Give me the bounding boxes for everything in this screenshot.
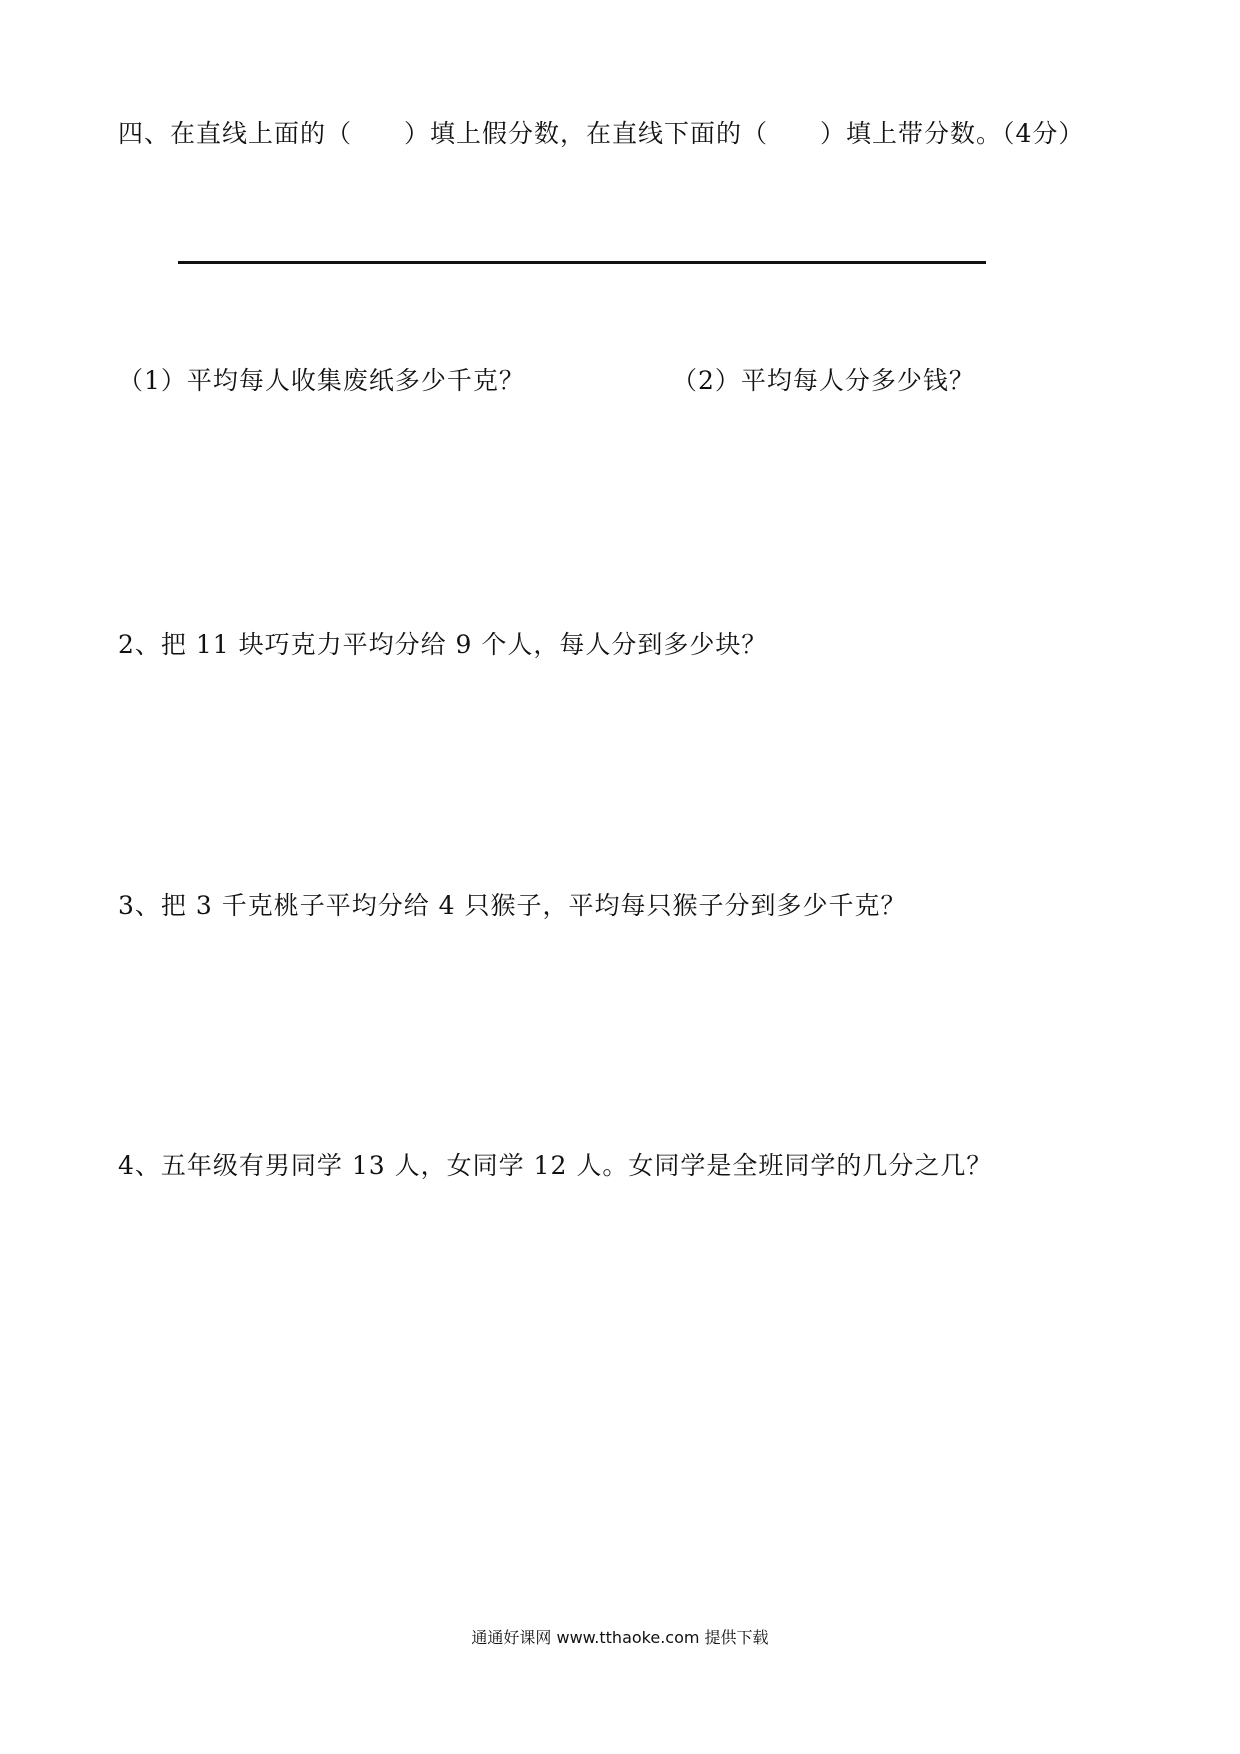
subquestion-2: （2）平均每人分多少钱？: [672, 366, 975, 395]
question-3: 3、把 3 千克桃子平均分给 4 只猴子，平均每只猴子分到多少千克？: [118, 891, 907, 920]
question-2: 2、把 11 块巧克力平均分给 9 个人，每人分到多少块？: [118, 630, 768, 659]
question-4: 4、五年级有男同学 13 人，女同学 12 人。女同学是全班同学的几分之几？: [118, 1151, 993, 1180]
section-four-heading: 四、在直线上面的（ ）填上假分数，在直线下面的（ ）填上带分数。（4分）: [118, 119, 1085, 148]
subquestion-1: （1）平均每人收集废纸多少千克？: [118, 366, 525, 395]
number-line: [178, 261, 986, 264]
page-footer: 通通好课网 www.tthaoke.com 提供下载: [471, 1628, 769, 1647]
